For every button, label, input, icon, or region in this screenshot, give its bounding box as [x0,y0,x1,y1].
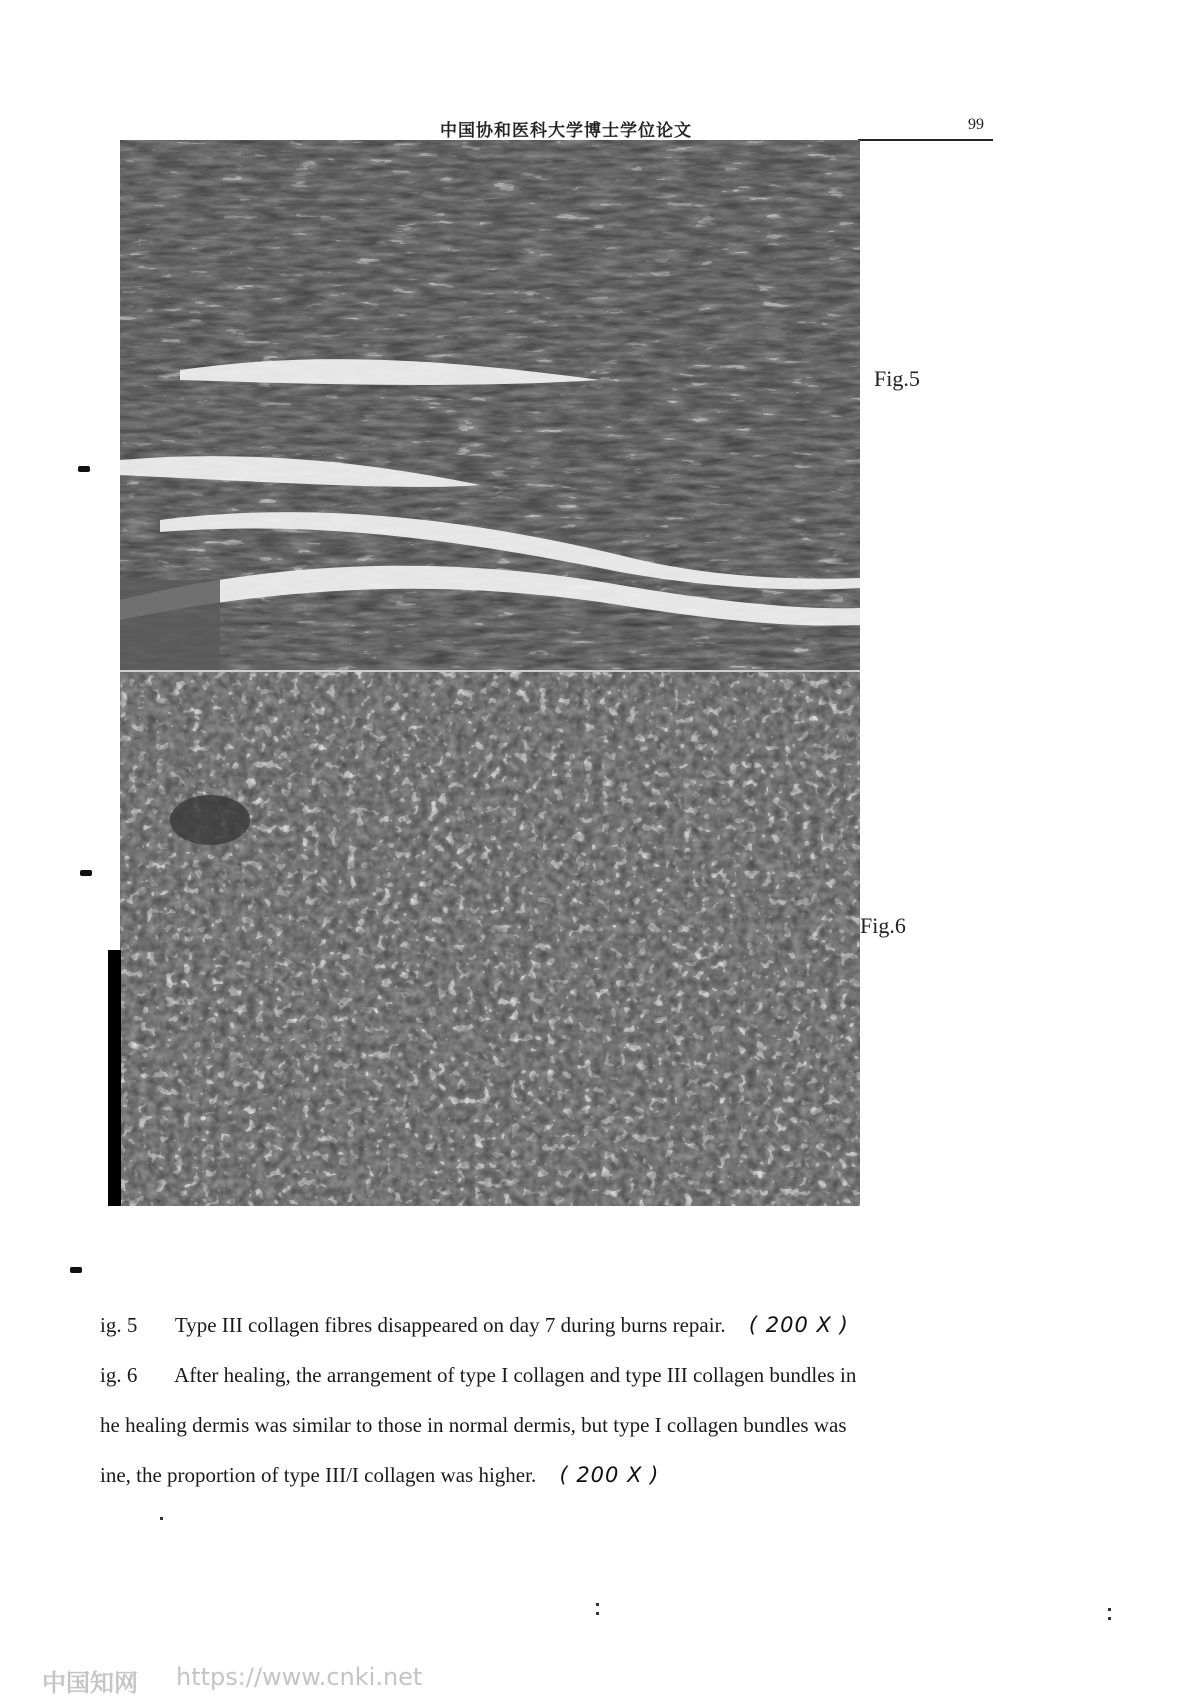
scan-mark [80,870,92,876]
scan-speck [1108,1608,1111,1611]
scan-speck [596,1612,599,1615]
page-number: 99 [968,116,984,133]
scan-speck [1108,1617,1111,1620]
fig5-micrograph [120,140,860,670]
caption-fig6-line3 [100,1463,1060,1487]
caption-number: ig. 6 [100,1363,138,1387]
scan-mark [70,1267,82,1273]
caption-fig5 [100,1313,1060,1337]
caption-text: ine, the proportion of type III/I collagen was higher. [100,1463,537,1487]
page-header-title: 中国协和医科大学博士学位论文 [440,121,692,140]
header-rule [858,139,993,141]
fig6-label: Fig.6 [860,913,906,938]
fig5-label: Fig.5 [874,366,920,391]
handwritten-magnification: ( 200 X ) [559,1463,660,1487]
caption-fig6 [100,1363,1060,1387]
caption-fig6-line2: he healing dermis was similar to those in normal dermis, but type I collagen bundles was [100,1413,847,1437]
caption-text: After healing, the arrangement of type I collagen and type III collagen bundles in [174,1363,857,1387]
watermark-url: https://www.cnki.net [176,1663,423,1691]
scan-speck [160,1517,163,1520]
fig6-micrograph [120,670,860,1206]
watermark-brand: 中国知网 [42,1669,138,1697]
scan-edge-artifact [108,950,121,1206]
caption-number: ig. 5 [100,1313,138,1337]
scan-speck [596,1603,599,1606]
caption-text: Type III collagen fibres disappeared on day 7 during burns repair. [174,1313,726,1337]
scan-mark [78,466,90,472]
handwritten-magnification: ( 200 X ) [748,1313,849,1337]
